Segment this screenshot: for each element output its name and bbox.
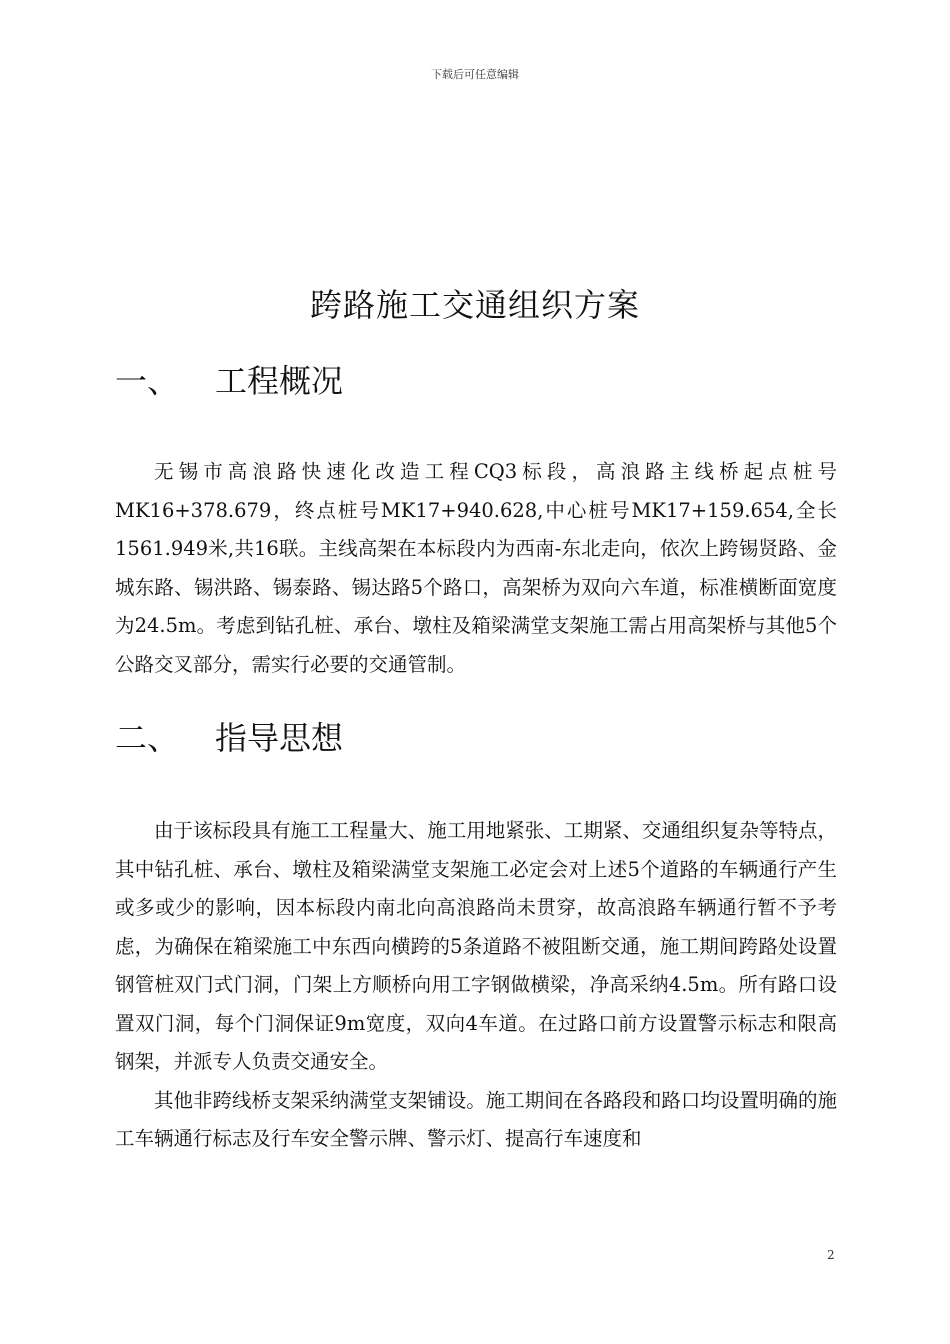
document-title: 跨路施工交通组织方案 [309, 286, 640, 324]
paragraph: 无锡市高浪路快速化改造工程CQ3标段，高浪路主线桥起点桩号MK16+378.679，终点桩号MK17+940.628,中心桩号MK17+159.654,全长1561.949米,共16联。主线高架在本标段内为西南-东北走向，依次上跨锡贤路、金城东路、锡洪路、锡泰路、锡达路5个路口，高架桥为双向六车道，标准横断面宽度为24.5m。考虑到钻孔桩、承台、墩柱及箱梁满堂支架施工需占用高架桥与其他5个公路交叉部分，需实行必要的交通管制。 [115, 460, 837, 676]
section-number: 二、 [115, 719, 180, 757]
paragraph: 其他非跨线桥支架采纳满堂支架铺设。施工期间在各路段和路口均设置明确的施工车辆通行标志及行车安全警示牌、警示灯、提高行车速度和 [115, 1088, 837, 1150]
section-title: 工程概况 [215, 362, 344, 400]
section-1-body [115, 453, 837, 684]
section-number: 一、 [115, 362, 180, 400]
header-note: 下载后可任意编辑 [431, 68, 519, 81]
paragraph: 由于该标段具有施工工程量大、施工用地紧张、工期紧、交通组织复杂等特点，其中钻孔桩、承台、墩柱及箱梁满堂支架施工必定会对上述5个道路的车辆通行产生或多或少的影响，因本标段内南北向高浪路尚未贯穿，故高浪路车辆通行暂不予考虑，为确保在箱梁施工中东西向横跨的5条道路不被阻断交通，施工期间跨路处设置钢管桩双门式门洞，门架上方顺桥向用工字钢做横梁，净高采纳4.5m。所有路口设置双门洞，每个门洞保证9m宽度，双向4车道。在过路口前方设置警示标志和限高钢架，并派专人负责交通安全。 [115, 819, 837, 1073]
section-2-body [115, 812, 837, 1159]
page-number: 2 [827, 1248, 835, 1262]
section-title: 指导思想 [215, 719, 344, 757]
section-heading-1 [115, 356, 343, 402]
section-heading-2 [115, 713, 343, 759]
